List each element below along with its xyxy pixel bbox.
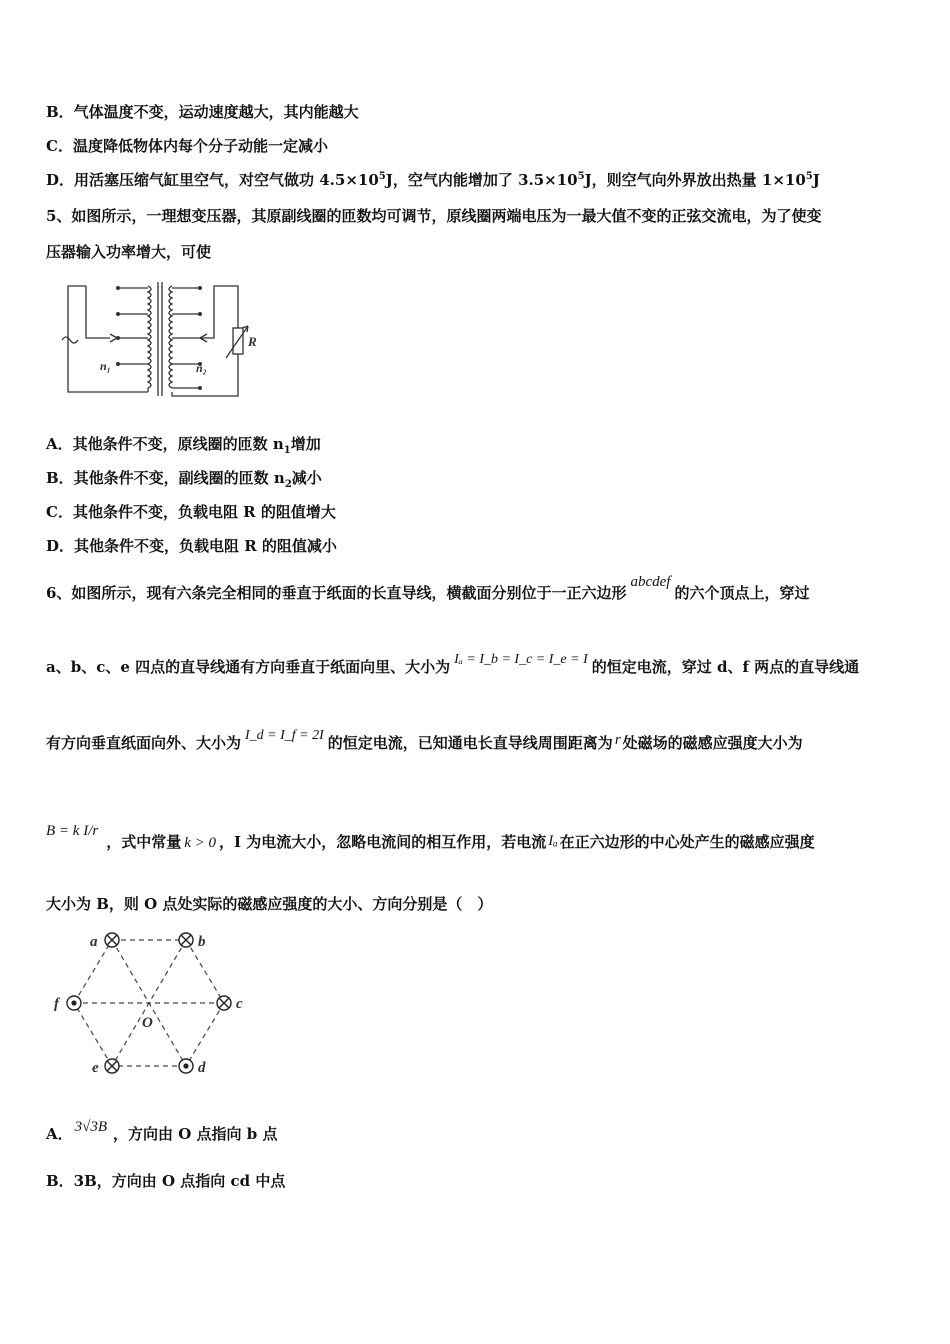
vertex-d-label: d	[198, 1060, 206, 1076]
q5-option-c: C．其他条件不变，负载电阻 R 的阻值增大	[46, 503, 336, 521]
q6-hexagon-label: abcdef	[630, 574, 671, 590]
vertex-e-label: e	[92, 1060, 99, 1076]
q5-option-a: A．其他条件不变，原线圈的匝数 $n_1$增加	[46, 435, 321, 456]
r-label: R	[248, 334, 257, 349]
q5-option-d: D．其他条件不变，负载电阻 R 的阻值减小	[46, 537, 337, 555]
q5-stem-line1: 5、如图所示，一理想变压器，其原副线圈的匝数均可调节，原线圈两端电压为一最大值不变的正弦交流电，为了使变	[46, 207, 822, 225]
n2-label: n₂	[196, 361, 207, 375]
q6-option-a: A． 3√3B ，方向由 O 点指向 b 点	[46, 1119, 278, 1143]
hexagon-figure	[46, 926, 256, 1078]
vertex-f-label: f	[54, 996, 59, 1012]
n1-label: n₁	[100, 359, 111, 373]
transformer-figure	[60, 278, 260, 400]
q6-current-ia: Iₐ	[548, 833, 558, 849]
q5-option-b: B．其他条件不变，副线圈的匝数 $n_2$减小	[46, 469, 322, 490]
q6-distance-r: r	[614, 732, 621, 748]
q6-line1: 6、如图所示，现有六条完全相同的垂直于纸面的长直导线，横截面分别位于一正六边形abcdef的六个顶点上，穿过	[46, 574, 810, 602]
q6-current-equation-1: Iₐ = I_b = I_c = I_e = I	[454, 652, 588, 667]
q6-option-b: B．3B，方向由 O 点指向 cd 中点	[46, 1172, 286, 1190]
q6-option-a-value: 3√3B	[74, 1119, 108, 1135]
q4-option-c: C．温度降低物体内每个分子动能一定减小	[46, 137, 328, 155]
center-o-label: O	[142, 1015, 153, 1031]
q6-field-formula: B = k I/r	[46, 823, 99, 839]
vertex-c-label: c	[236, 996, 243, 1012]
q6-current-equation-2: I_d = I_f = 2I	[245, 728, 324, 743]
vertex-b-label: b	[198, 934, 206, 950]
q4-option-d: D．用活塞压缩气缸里空气，对空气做功 $4.5\times 10^5J$，空气内能增加了 $3.5\times 10^5J$，则空气向外界放出热量 $1\times 10^5J$	[46, 171, 820, 189]
q6-line4: B = k I/r，式中常量 k > 0 ，I 为电流大小，忽略电流间的相互作用，若电流 Iₐ 在正六边形的中心处产生的磁感应强度	[46, 823, 815, 851]
q5-stem-line2: 压器输入功率增大，可使	[46, 243, 212, 261]
q4-option-b: B．气体温度不变，运动速度越大，其内能越大	[46, 103, 359, 121]
vertex-a-label: a	[90, 934, 98, 950]
q6-line2: a、b、c、e 四点的直导线通有方向垂直于纸面向里、大小为 Iₐ = I_b = I_c = I_e = I 的恒定电流，穿过 d、f 两点的直导线通	[46, 652, 860, 676]
q6-constant-k: k > 0	[184, 835, 216, 851]
q6-line3: 有方向垂直纸面向外、大小为 I_d = I_f = 2I 的恒定电流，已知通电长直导线周围距离为 r 处磁场的磁感应强度大小为	[46, 728, 803, 752]
q6-line5: 大小为 B，则 O 点处实际的磁感应强度的大小、方向分别是（ ）	[46, 895, 493, 913]
